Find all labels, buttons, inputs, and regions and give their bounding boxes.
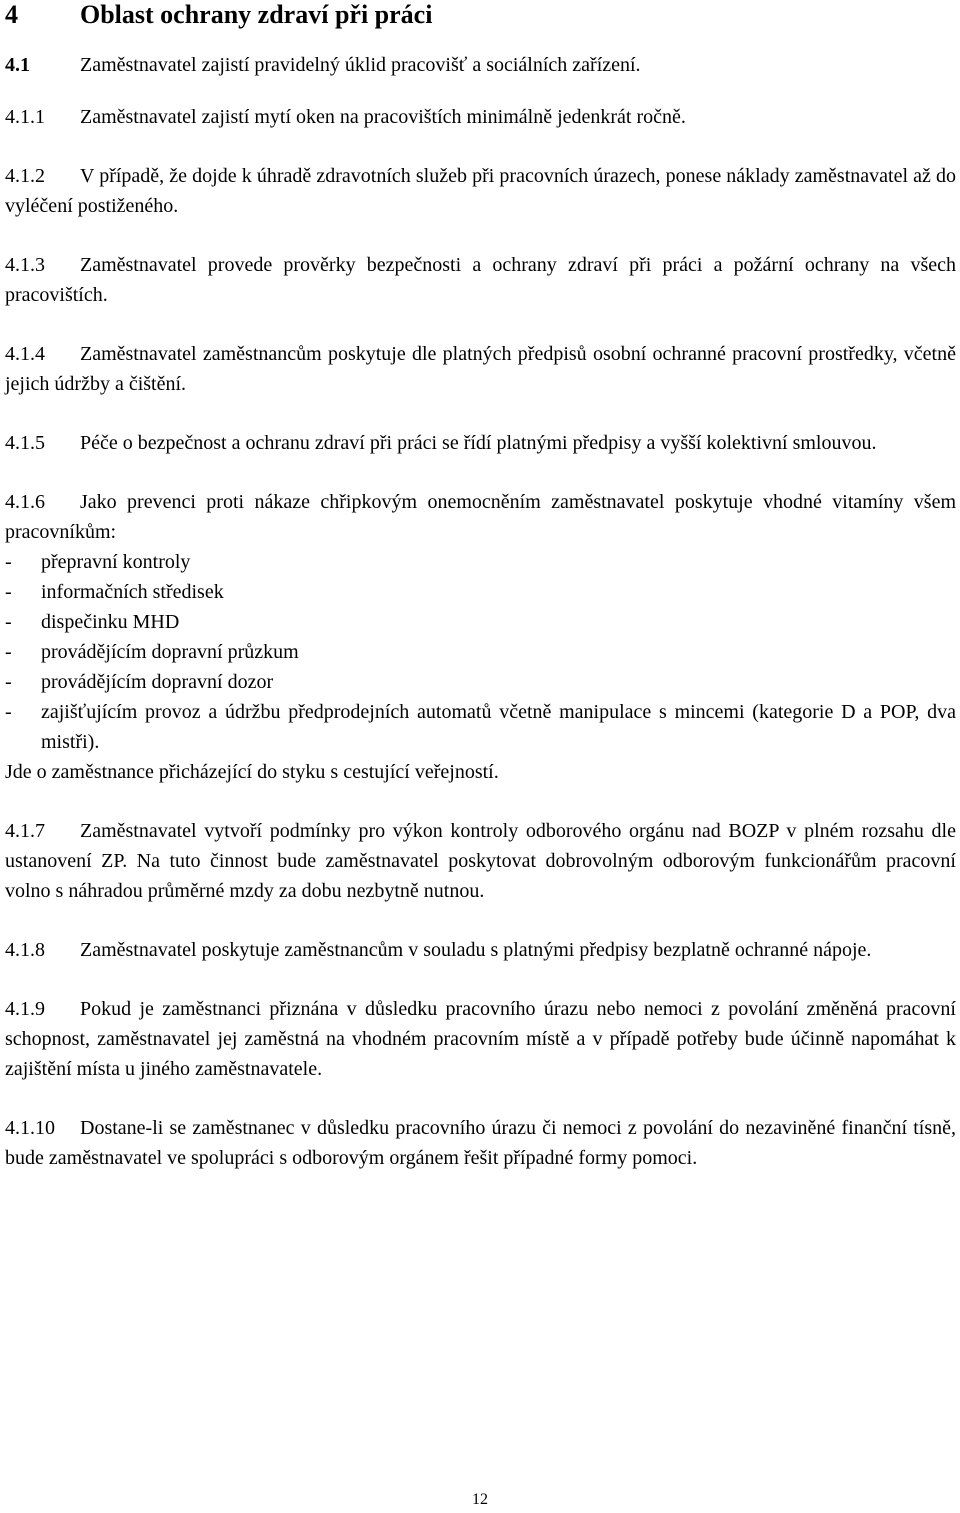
chapter-number: 4 xyxy=(5,0,18,29)
paragraph-text: Zaměstnavatel zaměstnancům poskytuje dle platných předpisů osobní ochranné pracovní prostředky, včetně jejich údržby a čištění. xyxy=(5,343,956,395)
chapter-heading xyxy=(5,0,956,30)
paragraph-4-1-4 xyxy=(5,339,956,399)
paragraph-4-1-9 xyxy=(5,994,956,1084)
paragraph-number: 4.1.6 xyxy=(5,491,45,513)
paragraph-number: 4.1.10 xyxy=(5,1117,55,1139)
list-item: - provádějícím dopravní dozor xyxy=(5,667,956,697)
paragraph-number: 4.1.9 xyxy=(5,998,45,1020)
paragraph-number: 4.1.1 xyxy=(5,106,45,128)
page-number: 12 xyxy=(472,1491,488,1508)
section-number: 4.1 xyxy=(5,54,30,76)
paragraph-text: Zaměstnavatel poskytuje zaměstnancům v souladu s platnými předpisy bezplatně ochranné nápoje. xyxy=(80,939,872,961)
paragraph-text: Pokud je zaměstnanci přiznána v důsledku pracovního úrazu nebo nemoci z povolání změněná pracovní schopnost, zaměstnavatel jej zaměstná na vhodném pracovním místě a v případě potřeby bude účinně napomáhat k zajištění místa u jiného zaměstnavatele. xyxy=(5,998,956,1080)
paragraph-text: Péče o bezpečnost a ochranu zdraví při práci se řídí platnými předpisy a vyšší kolektivní smlouvou. xyxy=(80,432,877,454)
paragraph-text: Zaměstnavatel zajistí mytí oken na pracovištích minimálně jedenkrát ročně. xyxy=(80,106,686,128)
paragraph-number: 4.1.2 xyxy=(5,165,45,187)
paragraph-text: Zaměstnavatel provede prověrky bezpečnosti a ochrany zdraví při práci a požární ochrany na všech pracovištích. xyxy=(5,254,956,306)
paragraph-4-1-5 xyxy=(5,428,956,458)
paragraph-4-1-6 xyxy=(5,487,956,547)
list-item: - informačních středisek xyxy=(5,577,956,607)
section-title: Zaměstnavatel zajistí pravidelný úklid pracovišť a sociálních zařízení. xyxy=(80,54,641,76)
paragraph-4-1-8 xyxy=(5,935,956,965)
paragraph-number: 4.1.4 xyxy=(5,343,45,365)
paragraph-number: 4.1.8 xyxy=(5,939,45,961)
paragraph-note: Jde o zaměstnance přicházející do styku s cestující veřejností. xyxy=(5,761,499,783)
document-page xyxy=(5,0,956,1173)
paragraph-number: 4.1.3 xyxy=(5,254,45,276)
paragraph-number: 4.1.7 xyxy=(5,820,45,842)
paragraph-4-1-2 xyxy=(5,161,956,221)
list-item: - zajišťujícím provoz a údržbu předprodejních automatů včetně manipulace s mincemi (kategorie D a POP, dva mistři). xyxy=(5,697,956,757)
paragraph-4-1-7 xyxy=(5,816,956,906)
section-heading xyxy=(5,50,956,80)
paragraph-text: Zaměstnavatel vytvoří podmínky pro výkon kontroly odborového orgánu nad BOZP v plném rozsahu dle ustanovení ZP. Na tuto činnost bude zaměstnavatel poskytovat dobrovolným odborovým funkcionářům pracovní volno s náhradou průměrné mzdy za dobu nezbytně nutnou. xyxy=(5,820,956,902)
list-item: - dispečinku MHD xyxy=(5,607,956,637)
list-item: - provádějícím dopravní průzkum xyxy=(5,637,956,667)
list-item: - přepravní kontroly xyxy=(5,547,956,577)
paragraph-text: V případě, že dojde k úhradě zdravotních služeb při pracovních úrazech, ponese náklady zaměstnavatel až do vyléčení postiženého. xyxy=(5,165,956,217)
paragraph-text: Dostane-li se zaměstnanec v důsledku pracovního úrazu či nemoci z povolání do nezaviněné finanční tísně, bude zaměstnavatel ve spolupráci s odborovým orgánem řešit případné formy pomoci. xyxy=(5,1117,956,1169)
paragraph-4-1-3 xyxy=(5,250,956,310)
paragraph-text: Jako prevenci proti nákaze chřipkovým onemocněním zaměstnavatel poskytuje vhodné vitamíny všem pracovníkům: xyxy=(5,491,956,543)
paragraph-number: 4.1.5 xyxy=(5,432,45,454)
chapter-title: Oblast ochrany zdraví při práci xyxy=(80,0,433,29)
recipient-list xyxy=(5,547,956,757)
paragraph-4-1-1 xyxy=(5,102,956,132)
paragraph-4-1-10 xyxy=(5,1113,956,1173)
